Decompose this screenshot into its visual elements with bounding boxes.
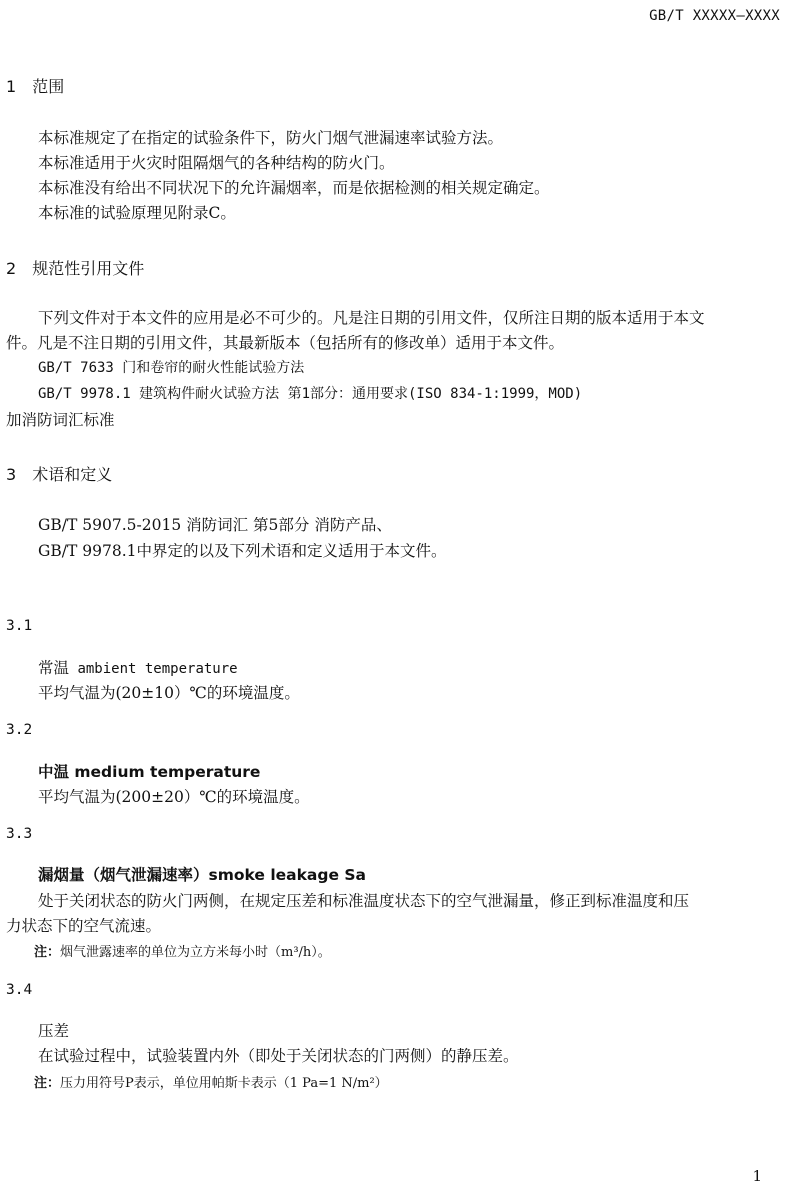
subsection-number: 3.4 [6, 982, 33, 998]
paragraph: GB/T 5907.5-2015 消防词汇 第5部分 消防产品、 [38, 516, 392, 534]
subsection-number: 3.2 [6, 722, 33, 738]
reference-item: GB/T 9978.1 建筑构件耐火试验方法 第1部分：通用要求(ISO 834-1:1999，MOD) [38, 386, 583, 402]
term-definition: 平均气温为(200±20）℃的环境温度。 [38, 788, 310, 806]
paragraph: 本标准没有给出不同状况下的允许漏烟率，而是依据检测的相关规定确定。 [38, 179, 550, 197]
term-title: 压差 [38, 1022, 70, 1040]
document-code-header: GB/T XXXXX—XXXX [649, 8, 780, 24]
paragraph-line: 下列文件对于本文件的应用是必不可少的。凡是注日期的引用文件，仅所注日期的版本适用于本文 [38, 309, 705, 327]
subsection-number: 3.3 [6, 826, 33, 842]
paragraph: GB/T 9978.1中界定的以及下列术语和定义适用于本文件。 [38, 542, 447, 560]
term-title [38, 656, 238, 678]
section-number: 1 [6, 77, 17, 96]
subsection-number: 3.1 [6, 618, 33, 634]
term-title: 中温 medium temperature [38, 763, 261, 781]
page-number: 1 [752, 1167, 762, 1185]
section-2-heading [6, 256, 144, 279]
note-label: 注： [34, 945, 61, 960]
note [34, 1072, 388, 1091]
reference-item: GB/T 7633 门和卷帘的耐火性能试验方法 [38, 360, 305, 376]
note-label: 注： [34, 1076, 61, 1091]
term-english: ambient temperature [69, 661, 238, 677]
section-title: 规范性引用文件 [32, 259, 145, 278]
note [34, 941, 331, 960]
section-1-heading [6, 74, 64, 97]
term-definition-line: 处于关闭状态的防火门两侧，在规定压差和标准温度状态下的空气泄漏量，修正到标准温度和压 [38, 892, 690, 910]
paragraph-line: 件。凡是不注日期的引用文件，其最新版本（包括所有的修改单）适用于本文件。 [6, 334, 565, 352]
section-title: 范围 [32, 77, 65, 96]
term-chinese: 常温 [38, 659, 70, 677]
section-number: 3 [6, 465, 17, 484]
note-text: 压力用符号P表示，单位用帕斯卡表示（1 Pa=1 N/m²） [60, 1076, 388, 1091]
paragraph: 本标准规定了在指定的试验条件下，防火门烟气泄漏速率试验方法。 [38, 129, 504, 147]
reference-item: 加消防词汇标准 [6, 411, 115, 429]
term-definition: 在试验过程中，试验装置内外（即处于关闭状态的门两侧）的静压差。 [38, 1047, 519, 1065]
term-title: 漏烟量（烟气泄漏速率）smoke leakage Sa [38, 866, 367, 884]
note-text: 烟气泄露速率的单位为立方米每小时（m³/h）。 [60, 945, 331, 960]
paragraph: 本标准适用于火灾时阻隔烟气的各种结构的防火门。 [38, 154, 395, 172]
section-title: 术语和定义 [32, 465, 113, 484]
paragraph: 本标准的试验原理见附录C。 [38, 204, 236, 222]
term-definition: 平均气温为(20±10）℃的环境温度。 [38, 684, 300, 702]
section-number: 2 [6, 259, 17, 278]
term-definition-line: 力状态下的空气流速。 [6, 917, 162, 935]
section-3-heading [6, 462, 112, 485]
